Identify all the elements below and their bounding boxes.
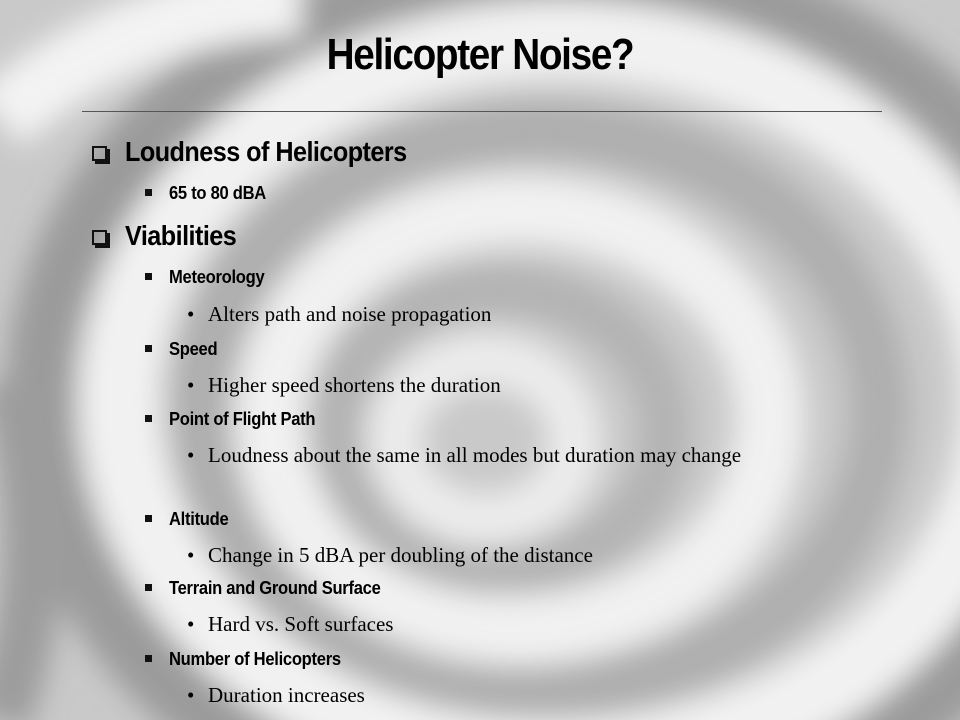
checkbox-bullet-icon: [92, 146, 107, 161]
square-bullet-icon: [145, 584, 152, 591]
sub-item-speed: Speed: [145, 339, 222, 360]
detail-helicopter-count: • Duration increases: [187, 683, 365, 707]
square-bullet-icon: [145, 273, 152, 280]
checkbox-bullet-icon: [92, 230, 107, 245]
slide-title: Helicopter Noise?: [326, 30, 634, 79]
square-bullet-icon: [145, 415, 152, 422]
dot-bullet-icon: •: [187, 612, 195, 636]
sub-item-helicopter-count: Number of Helicopters: [145, 649, 356, 670]
detail-meteorology: • Alters path and noise propagation: [187, 302, 492, 326]
dot-bullet-icon: •: [187, 443, 195, 467]
square-bullet-icon: [145, 345, 152, 352]
detail-flight-path: • Loudness about the same in all modes but duration may change: [187, 443, 742, 467]
detail-terrain: • Hard vs. Soft surfaces: [187, 612, 394, 636]
section-heading-viabilities: Viabilities: [92, 220, 249, 252]
section-heading-loudness: Loudness of Helicopters: [92, 136, 438, 168]
dot-bullet-icon: •: [187, 543, 195, 567]
dot-bullet-icon: •: [187, 373, 195, 397]
sub-item-flight-path: Point of Flight Path: [145, 409, 328, 430]
sub-item-altitude: Altitude: [145, 509, 234, 530]
detail-speed: • Higher speed shortens the duration: [187, 373, 501, 397]
dot-bullet-icon: •: [187, 302, 195, 326]
square-bullet-icon: [145, 189, 152, 196]
sub-item-meteorology: Meteorology: [145, 267, 273, 288]
detail-altitude: • Change in 5 dBA per doubling of the distance: [187, 543, 593, 567]
square-bullet-icon: [145, 655, 152, 662]
dot-bullet-icon: •: [187, 683, 195, 707]
sub-item-terrain: Terrain and Ground Surface: [145, 578, 399, 599]
square-bullet-icon: [145, 515, 152, 522]
title-divider: [82, 111, 882, 112]
sub-item-dba-range: 65 to 80 dBA: [145, 183, 274, 204]
